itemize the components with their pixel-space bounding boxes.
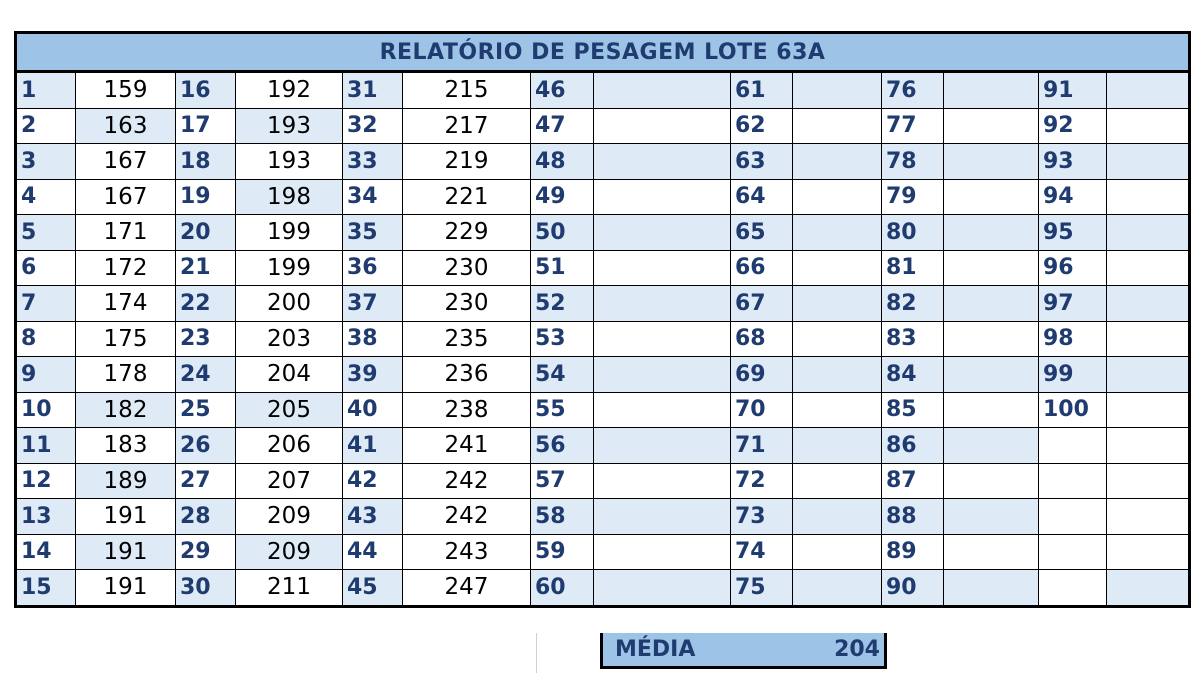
- weight-value: [793, 108, 882, 144]
- weight-value: 189: [76, 463, 176, 499]
- sample-number: 70: [731, 392, 793, 428]
- weight-value: [594, 250, 731, 286]
- weight-value: [793, 72, 882, 109]
- sample-number: 13: [16, 499, 76, 535]
- sample-number: 62: [731, 108, 793, 144]
- weight-value: 229: [403, 215, 531, 251]
- weight-value: 174: [76, 286, 176, 322]
- sample-number: 84: [882, 357, 944, 393]
- table-row: [16, 534, 1190, 570]
- sample-number: 100: [1039, 392, 1107, 428]
- weight-value: [594, 428, 731, 464]
- weight-value: 178: [76, 357, 176, 393]
- weight-value: 235: [403, 321, 531, 357]
- weight-value: 206: [236, 428, 343, 464]
- sample-number: 75: [731, 570, 793, 607]
- sample-number: 48: [531, 144, 594, 180]
- weight-value: 199: [236, 250, 343, 286]
- weight-value: [594, 286, 731, 322]
- weight-value: [793, 250, 882, 286]
- weight-value: 167: [76, 144, 176, 180]
- table-row: [16, 392, 1190, 428]
- weight-value: [944, 215, 1039, 251]
- sample-number: [1039, 570, 1107, 607]
- weight-value: [793, 428, 882, 464]
- weight-value: 205: [236, 392, 343, 428]
- sample-number: 69: [731, 357, 793, 393]
- sample-number: 61: [731, 72, 793, 109]
- weight-value: 183: [76, 428, 176, 464]
- weight-value: 207: [236, 463, 343, 499]
- sample-number: 93: [1039, 144, 1107, 180]
- sample-number: 78: [882, 144, 944, 180]
- sample-number: 41: [343, 428, 403, 464]
- weight-value: [944, 428, 1039, 464]
- sample-number: 45: [343, 570, 403, 607]
- weight-value: [1107, 534, 1190, 570]
- sample-number: 8: [16, 321, 76, 357]
- weight-value: 182: [76, 392, 176, 428]
- weight-value: [793, 321, 882, 357]
- weight-value: 215: [403, 72, 531, 109]
- weight-value: [1107, 499, 1190, 535]
- weight-value: [594, 321, 731, 357]
- table-row: [16, 72, 1190, 109]
- weight-value: [793, 463, 882, 499]
- weight-value: 238: [403, 392, 531, 428]
- table-row: [16, 250, 1190, 286]
- sample-number: 91: [1039, 72, 1107, 109]
- sample-number: 36: [343, 250, 403, 286]
- weight-value: 247: [403, 570, 531, 607]
- sample-number: 52: [531, 286, 594, 322]
- weight-value: [1107, 357, 1190, 393]
- sample-number: 85: [882, 392, 944, 428]
- weight-value: 243: [403, 534, 531, 570]
- weight-value: 241: [403, 428, 531, 464]
- sample-number: 27: [176, 463, 236, 499]
- weight-value: [594, 179, 731, 215]
- sample-number: 25: [176, 392, 236, 428]
- weight-value: 200: [236, 286, 343, 322]
- sample-number: 11: [16, 428, 76, 464]
- sample-number: 79: [882, 179, 944, 215]
- weight-value: 242: [403, 463, 531, 499]
- weight-value: [1107, 144, 1190, 180]
- weight-value: [1107, 321, 1190, 357]
- sample-number: 12: [16, 463, 76, 499]
- sample-number: [1039, 499, 1107, 535]
- average-value: 204: [834, 637, 880, 662]
- sample-number: 64: [731, 179, 793, 215]
- sample-number: 87: [882, 463, 944, 499]
- sample-number: 65: [731, 215, 793, 251]
- weight-value: [793, 570, 882, 607]
- weight-value: [793, 392, 882, 428]
- weight-value: [1107, 570, 1190, 607]
- sample-number: 33: [343, 144, 403, 180]
- weight-value: [793, 179, 882, 215]
- sample-number: 6: [16, 250, 76, 286]
- sample-number: 58: [531, 499, 594, 535]
- sample-number: 42: [343, 463, 403, 499]
- weight-value: [594, 357, 731, 393]
- weight-value: [944, 534, 1039, 570]
- weight-value: 242: [403, 499, 531, 535]
- table-row: [16, 499, 1190, 535]
- sample-number: 21: [176, 250, 236, 286]
- weight-value: 230: [403, 250, 531, 286]
- sample-number: 14: [16, 534, 76, 570]
- sample-number: 39: [343, 357, 403, 393]
- weight-value: 191: [76, 499, 176, 535]
- sample-number: 81: [882, 250, 944, 286]
- weight-value: 193: [236, 108, 343, 144]
- sample-number: 20: [176, 215, 236, 251]
- sample-number: 15: [16, 570, 76, 607]
- weight-value: [944, 250, 1039, 286]
- weight-value: [944, 392, 1039, 428]
- sample-number: 16: [176, 72, 236, 109]
- weight-value: 204: [236, 357, 343, 393]
- sample-number: 90: [882, 570, 944, 607]
- sample-number: 83: [882, 321, 944, 357]
- sample-number: 17: [176, 108, 236, 144]
- sample-number: 7: [16, 286, 76, 322]
- sample-number: 53: [531, 321, 594, 357]
- table-row: [16, 570, 1190, 607]
- table-row: [16, 144, 1190, 180]
- weighing-report-table: [14, 31, 1191, 608]
- sample-number: 66: [731, 250, 793, 286]
- weight-value: [1107, 215, 1190, 251]
- weight-value: 191: [76, 570, 176, 607]
- sample-number: 76: [882, 72, 944, 109]
- sample-number: 43: [343, 499, 403, 535]
- sample-number: [1039, 534, 1107, 570]
- sample-number: 31: [343, 72, 403, 109]
- sample-number: 63: [731, 144, 793, 180]
- sample-number: 59: [531, 534, 594, 570]
- sample-number: 37: [343, 286, 403, 322]
- weight-value: [793, 144, 882, 180]
- sample-number: 35: [343, 215, 403, 251]
- average-summary: [600, 633, 887, 669]
- sample-number: 40: [343, 392, 403, 428]
- sample-number: 80: [882, 215, 944, 251]
- sample-number: 44: [343, 534, 403, 570]
- weight-value: [944, 321, 1039, 357]
- table-row: [16, 357, 1190, 393]
- weight-value: [594, 499, 731, 535]
- weight-value: [594, 392, 731, 428]
- sample-number: 22: [176, 286, 236, 322]
- weight-value: [594, 215, 731, 251]
- sample-number: 46: [531, 72, 594, 109]
- sample-number: 95: [1039, 215, 1107, 251]
- weight-value: 199: [236, 215, 343, 251]
- sample-number: 24: [176, 357, 236, 393]
- weight-value: 193: [236, 144, 343, 180]
- weight-value: 175: [76, 321, 176, 357]
- table-row: [16, 428, 1190, 464]
- sample-number: 28: [176, 499, 236, 535]
- weight-value: [594, 72, 731, 109]
- weight-value: [1107, 179, 1190, 215]
- weight-value: [1107, 463, 1190, 499]
- sample-number: 73: [731, 499, 793, 535]
- weight-value: 163: [76, 108, 176, 144]
- sample-number: 55: [531, 392, 594, 428]
- sample-number: 51: [531, 250, 594, 286]
- weight-value: [1107, 428, 1190, 464]
- sample-number: 34: [343, 179, 403, 215]
- weight-value: [594, 144, 731, 180]
- sample-number: 1: [16, 72, 76, 109]
- weight-value: [594, 534, 731, 570]
- weight-value: [594, 108, 731, 144]
- weight-value: [594, 570, 731, 607]
- weight-value: 217: [403, 108, 531, 144]
- sample-number: 38: [343, 321, 403, 357]
- weight-value: 172: [76, 250, 176, 286]
- sample-number: 60: [531, 570, 594, 607]
- weight-value: [944, 570, 1039, 607]
- weight-value: [1107, 286, 1190, 322]
- weight-value: 209: [236, 499, 343, 535]
- sample-number: 30: [176, 570, 236, 607]
- weight-value: 236: [403, 357, 531, 393]
- weight-value: [944, 499, 1039, 535]
- sample-number: 26: [176, 428, 236, 464]
- sample-number: [1039, 428, 1107, 464]
- sample-number: 49: [531, 179, 594, 215]
- sample-number: 9: [16, 357, 76, 393]
- sample-number: 2: [16, 108, 76, 144]
- sample-number: 50: [531, 215, 594, 251]
- weight-value: 219: [403, 144, 531, 180]
- sample-number: 57: [531, 463, 594, 499]
- table-row: [16, 215, 1190, 251]
- sample-number: 10: [16, 392, 76, 428]
- weight-value: [793, 499, 882, 535]
- weight-value: 192: [236, 72, 343, 109]
- average-label: MÉDIA: [615, 637, 696, 662]
- weight-value: 159: [76, 72, 176, 109]
- sample-number: 32: [343, 108, 403, 144]
- sample-number: 29: [176, 534, 236, 570]
- sample-number: 23: [176, 321, 236, 357]
- table-row: [16, 286, 1190, 322]
- sample-number: [1039, 463, 1107, 499]
- sample-number: 98: [1039, 321, 1107, 357]
- weight-value: 230: [403, 286, 531, 322]
- sample-number: 96: [1039, 250, 1107, 286]
- sample-number: 68: [731, 321, 793, 357]
- weight-value: [793, 534, 882, 570]
- weight-value: [1107, 108, 1190, 144]
- table-row: [16, 321, 1190, 357]
- sample-number: 74: [731, 534, 793, 570]
- sample-number: 56: [531, 428, 594, 464]
- report-title: RELATÓRIO DE PESAGEM LOTE 63A: [16, 33, 1190, 72]
- sample-number: 3: [16, 144, 76, 180]
- sample-number: 5: [16, 215, 76, 251]
- weight-value: [1107, 250, 1190, 286]
- table-row: [16, 179, 1190, 215]
- sample-number: 86: [882, 428, 944, 464]
- weight-value: [944, 179, 1039, 215]
- weight-value: 167: [76, 179, 176, 215]
- sample-number: 92: [1039, 108, 1107, 144]
- sample-number: 97: [1039, 286, 1107, 322]
- weight-value: 198: [236, 179, 343, 215]
- sample-number: 77: [882, 108, 944, 144]
- weight-value: [944, 108, 1039, 144]
- weight-value: 221: [403, 179, 531, 215]
- weight-value: [1107, 72, 1190, 109]
- divider-line: [536, 633, 537, 673]
- table-row: [16, 108, 1190, 144]
- sample-number: 89: [882, 534, 944, 570]
- weight-value: [793, 357, 882, 393]
- sample-number: 82: [882, 286, 944, 322]
- sample-number: 67: [731, 286, 793, 322]
- sample-number: 54: [531, 357, 594, 393]
- sample-number: 18: [176, 144, 236, 180]
- weight-value: [944, 357, 1039, 393]
- weight-value: [944, 463, 1039, 499]
- weight-value: [793, 215, 882, 251]
- weight-value: [944, 286, 1039, 322]
- weight-value: 171: [76, 215, 176, 251]
- weight-value: [944, 144, 1039, 180]
- weight-value: 191: [76, 534, 176, 570]
- sample-number: 19: [176, 179, 236, 215]
- sample-number: 4: [16, 179, 76, 215]
- sample-number: 88: [882, 499, 944, 535]
- sample-number: 71: [731, 428, 793, 464]
- sample-number: 99: [1039, 357, 1107, 393]
- weight-value: 209: [236, 534, 343, 570]
- weight-value: [594, 463, 731, 499]
- weight-value: 203: [236, 321, 343, 357]
- table-row: [16, 463, 1190, 499]
- sample-number: 94: [1039, 179, 1107, 215]
- weight-value: [793, 286, 882, 322]
- weight-value: [1107, 392, 1190, 428]
- sample-number: 47: [531, 108, 594, 144]
- sample-number: 72: [731, 463, 793, 499]
- weight-value: 211: [236, 570, 343, 607]
- weight-value: [944, 72, 1039, 109]
